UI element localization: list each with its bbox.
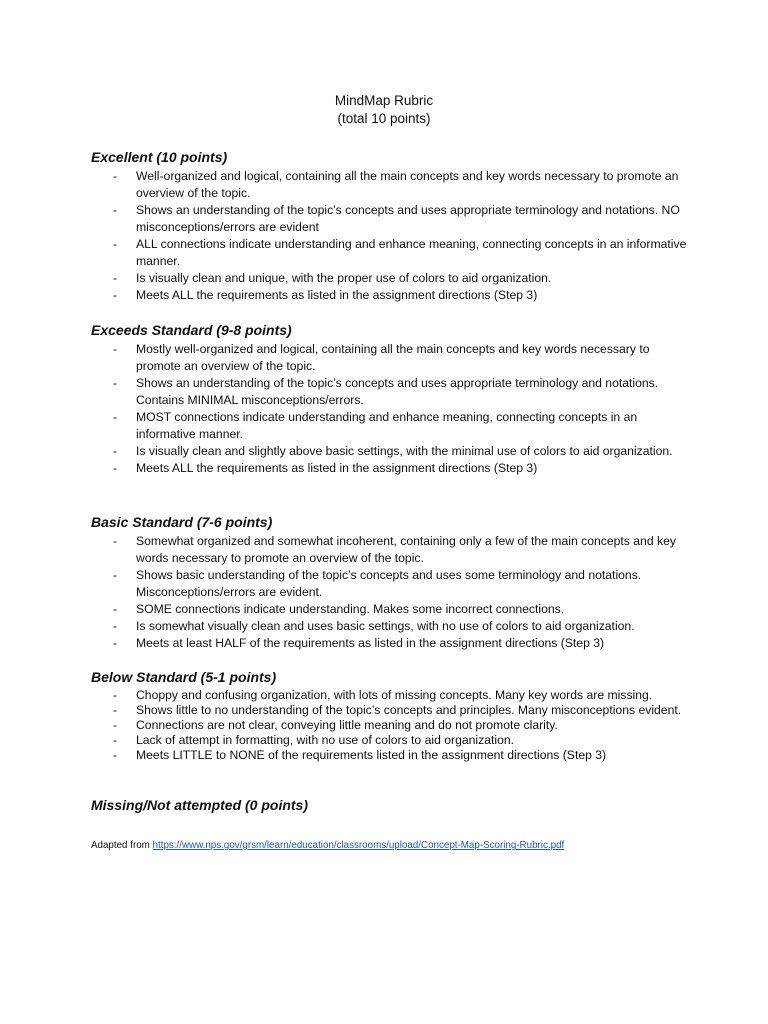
list-item [91, 688, 691, 703]
title-line-2: (total 10 points) [337, 111, 431, 126]
dash-bullet: - [113, 619, 118, 633]
list-item [91, 618, 691, 635]
list-item [91, 601, 691, 618]
dash-bullet: - [113, 376, 118, 390]
list-item-text: Shows little to no understanding of the topic’s concepts and principles. Many misconceptions evident. [136, 703, 682, 717]
section-heading: Basic Standard (7-6 points) [91, 514, 273, 530]
dash-bullet: - [113, 718, 118, 732]
section-below-standard [91, 668, 691, 763]
list-item [91, 236, 691, 270]
list-item [91, 748, 691, 763]
list-item-text: Shows an understanding of the topic’s concepts and uses appropriate terminology and notations. NO misconceptions/errors are evident [136, 203, 680, 234]
list-item-text: Choppy and confusing organization, with lots of missing concepts. Many key words are missing. [136, 688, 653, 702]
document-title [0, 92, 768, 128]
title-line-1: MindMap Rubric [334, 93, 434, 108]
section-missing [91, 796, 691, 816]
list-item-text: Meets ALL the requirements as listed in the assignment directions (Step 3) [136, 288, 538, 302]
list-item-text: ALL connections indicate understanding and enhance meaning, connecting concepts in an informative manner. [136, 237, 687, 268]
dash-bullet: - [113, 461, 118, 475]
list-item [91, 533, 691, 567]
list-item [91, 443, 691, 460]
list-item-text: Well-organized and logical, containing all the main concepts and key words necessary to promote an overview of the topic. [136, 169, 679, 200]
list-item-text: Connections are not clear, conveying little meaning and do not promote clarity. [136, 718, 558, 732]
dash-bullet: - [113, 602, 118, 616]
criteria-list [91, 168, 691, 304]
list-item-text: Is somewhat visually clean and uses basic settings, with no use of colors to aid organization. [136, 619, 635, 633]
list-item [91, 460, 691, 477]
list-item [91, 270, 691, 287]
list-item-text: Meets ALL the requirements as listed in the assignment directions (Step 3) [136, 461, 538, 475]
attribution-prefix: Adapted from [91, 840, 153, 851]
list-item-text: Mostly well-organized and logical, containing all the main concepts and key words necessary to promote an overview of the topic. [136, 342, 650, 373]
section-heading: Missing/Not attempted (0 points) [91, 797, 308, 813]
source-attribution [91, 839, 564, 853]
dash-bullet: - [113, 342, 118, 356]
dash-bullet: - [113, 534, 118, 548]
list-item [91, 287, 691, 304]
list-item [91, 375, 691, 409]
list-item [91, 733, 691, 748]
section-exceeds-standard [91, 321, 691, 477]
section-basic-standard [91, 513, 691, 652]
dash-bullet: - [113, 169, 118, 183]
list-item [91, 409, 691, 443]
dash-bullet: - [113, 410, 118, 424]
list-item-text: Shows basic understanding of the topic’s concepts and uses some terminology and notations. Misconceptions/errors are evident. [136, 568, 642, 599]
list-item [91, 635, 691, 652]
list-item [91, 202, 691, 236]
criteria-list [91, 341, 691, 477]
section-excellent [91, 148, 691, 304]
dash-bullet: - [113, 703, 118, 717]
list-item-text: Is visually clean and slightly above basic settings, with the minimal use of colors to aid organization. [136, 444, 673, 458]
list-item-text: SOME connections indicate understanding. Makes some incorrect connections. [136, 602, 565, 616]
list-item-text: Lack of attempt in formatting, with no use of colors to aid organization. [136, 733, 515, 747]
list-item [91, 718, 691, 733]
dash-bullet: - [113, 271, 118, 285]
dash-bullet: - [113, 444, 118, 458]
criteria-list [91, 533, 691, 652]
dash-bullet: - [113, 568, 118, 582]
dash-bullet: - [113, 237, 118, 251]
list-item-text: Meets LITTLE to NONE of the requirements listed in the assignment directions (Step 3) [136, 748, 607, 762]
list-item [91, 567, 691, 601]
list-item-text: Is visually clean and unique, with the proper use of colors to aid organization. [136, 271, 552, 285]
dash-bullet: - [113, 733, 118, 747]
section-heading: Excellent (10 points) [91, 149, 228, 165]
criteria-list [91, 688, 691, 763]
section-heading: Below Standard (5-1 points) [91, 669, 277, 685]
section-heading: Exceeds Standard (9-8 points) [91, 322, 292, 338]
list-item [91, 703, 691, 718]
list-item-text: MOST connections indicate understanding and enhance meaning, connecting concepts in an informative manner. [136, 410, 638, 441]
list-item [91, 168, 691, 202]
list-item [91, 341, 691, 375]
list-item-text: Somewhat organized and somewhat incoherent, containing only a few of the main concepts and key words necessary to promote an overview of the topic. [136, 534, 676, 565]
dash-bullet: - [113, 636, 118, 650]
dash-bullet: - [113, 688, 118, 702]
dash-bullet: - [113, 203, 118, 217]
dash-bullet: - [113, 288, 118, 302]
source-link[interactable]: https://www.nps.gov/grsm/learn/education/classrooms/upload/Concept-Map-Scoring-Rubric.pdf [152, 840, 565, 851]
list-item-text: Meets at least HALF of the requirements as listed in the assignment directions (Step 3) [136, 636, 605, 650]
list-item-text: Shows an understanding of the topic’s concepts and uses appropriate terminology and notations. Contains MINIMAL misconceptions/errors. [136, 376, 659, 407]
dash-bullet: - [113, 748, 118, 762]
